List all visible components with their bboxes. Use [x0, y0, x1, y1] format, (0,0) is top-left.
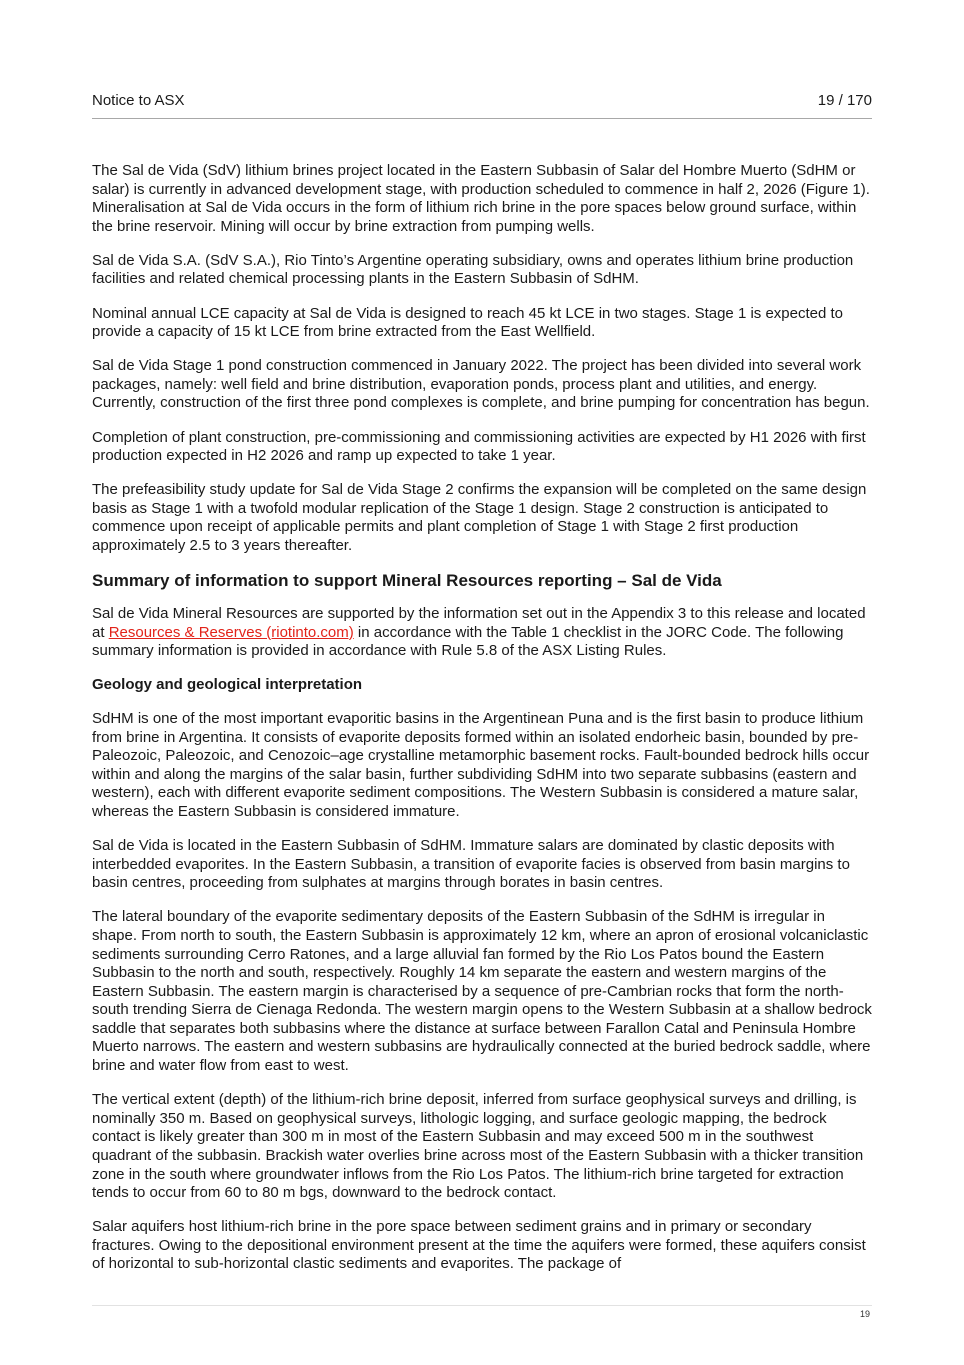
page-header	[92, 92, 872, 109]
header-divider	[92, 118, 872, 119]
paragraph: Completion of plant construction, pre-commissioning and commissioning activities are expected by H1 2026 with first production expected in H2 2026 and ramp up expected to take 1 year.	[92, 428, 866, 465]
paragraph	[92, 605, 874, 661]
paragraph: Sal de Vida S.A. (SdV S.A.), Rio Tinto’s Argentine operating subsidiary, owns and operates lithium brine production facilities and related chemical processing plants in the Eastern Subbasin of SdHM.	[92, 251, 854, 288]
resources-reserves-link[interactable]: Resources & Reserves (riotinto.com)	[108, 623, 354, 641]
footer-divider	[92, 1305, 872, 1306]
paragraph: Sal de Vida is located in the Eastern Subbasin of SdHM. Immature salars are dominated by clastic deposits with interbedded evaporites. In the Eastern Subbasin, a transition of evaporite facies is observed from basin margins to basin centres, proceeding from sulphates at margins through borates in basin centres.	[92, 837, 850, 892]
paragraph: The vertical extent (depth) of the lithium-rich brine deposit, inferred from surface geophysical surveys and drilling, is nominally 350 m. Based on geophysical surveys, lithologic logging, and surface geologic mapping, the bedrock contact is likely greater than 300 m in most of the Eastern Subbasin and may exceed 500 m in the southwest quadrant of the subbasin. Brackish water overlies brine across most of the Eastern Subbasin with a thicker transition zone in the south where groundwater inflows from the Rio Los Patos. The lithium-rich brine targeted for extraction tends to occur from 60 to 80 m bgs, downward to the bedrock contact.	[92, 1091, 864, 1202]
document-body	[92, 162, 874, 1290]
subheading: Geology and geological interpretation	[92, 676, 363, 694]
text: in accordance with the Table 1 checklist in the JORC Code. The following summary information is provided in accordance with Rule 5.8 of the ASX Listing Rules.	[92, 623, 844, 660]
paragraph: SdHM is one of the most important evaporitic basins in the Argentinean Puna and is the first basin to produce lithium from brine in Argentina. It consists of evaporite deposits formed within an isolated endorheic basin, bounded by pre-Paleozoic, Paleozoic, and Cenozoic–age crystalline metamorphic basement rocks. Fault-bounded bedrock hills occur within and along the margins of the salar basin, further subdividing SdHM into two separate subbasins (eastern and western), each with different evaporite sediment compositions. The Western Subbasin is considered a mature salar, whereas the Eastern Subbasin is considered immature.	[92, 709, 870, 820]
paragraph: Salar aquifers host lithium-rich brine in the pore space between sediment grains and in primary or secondary fractures. Owing to the depositional environment present at the time the aquifers were formed, these aquifers consist of horizontal to sub-horizontal clastic sediments and evaporites. The package of	[92, 1218, 866, 1273]
section-heading: Summary of information to support Mineral Resources reporting – Sal de Vida	[92, 571, 722, 591]
text: Sal de Vida Mineral Resources are supported by the information set out in the Appendix 3 to this release and located at	[92, 605, 866, 641]
paragraph: Nominal annual LCE capacity at Sal de Vida is designed to reach 45 kt LCE in two stages. Stage 1 is expected to provide a capacity of 15 kt LCE from brine extracted from the East Wellfield.	[92, 304, 844, 341]
footer-page-number: 19	[860, 1309, 871, 1319]
paragraph: The lateral boundary of the evaporite sedimentary deposits of the Eastern Subbasin of the SdHM is irregular in shape. From north to south, the Eastern Subbasin is approximately 12 km, where an apron of erosional volcaniclastic sediments surrounding Cerro Ratones, and a large alluvial fan formed by the Rio Los Patos bound the Eastern Subbasin to the north and south, respectively. Roughly 14 km separate the eastern and western margins of the Eastern Subbasin. The eastern margin is characterised by a sequence of pre-Cambrian rocks that form the north-south trending Sierra de Cienaga Redonda. The western margin opens to the Western Subbasin at a shallow bedrock saddle that separates both subbasins where the distance at surface between Farallon Catal and Peninsula Hombre Muerto narrows. The eastern and western subbasins are hydraulically connected at the buried bedrock saddle, where brine and water flow from east to west.	[92, 908, 872, 1075]
paragraph: The Sal de Vida (SdV) lithium brines project located in the Eastern Subbasin of Salar del Hombre Muerto (SdHM or salar) is currently in advanced development stage, with production scheduled to commence in half 2, 2026 (Figure 1). Mineralisation at Sal de Vida occurs in the form of lithium rich brine in the pore spaces below ground surface, within the brine reservoir. Mining will occur by brine extraction from pumping wells.	[92, 162, 870, 235]
paragraph: The prefeasibility study update for Sal de Vida Stage 2 confirms the expansion will be completed on the same design basis as Stage 1 with a twofold modular replication of the Stage 1 design. Stage 2 construction is anticipated to commence upon receipt of applicable permits and plant completion of Stage 1 with Stage 2 first production approximately 2.5 to 3 years thereafter.	[92, 481, 867, 554]
document-title: Notice to ASX	[92, 92, 185, 109]
page-counter: 19 / 170	[817, 92, 872, 109]
paragraph: Sal de Vida Stage 1 pond construction commenced in January 2022. The project has been divided into several work packages, namely: well field and brine distribution, evaporation ponds, process plant and utilities, and energy. Currently, construction of the first three pond complexes is complete, and brine pumping for concentration has begun.	[92, 357, 870, 412]
